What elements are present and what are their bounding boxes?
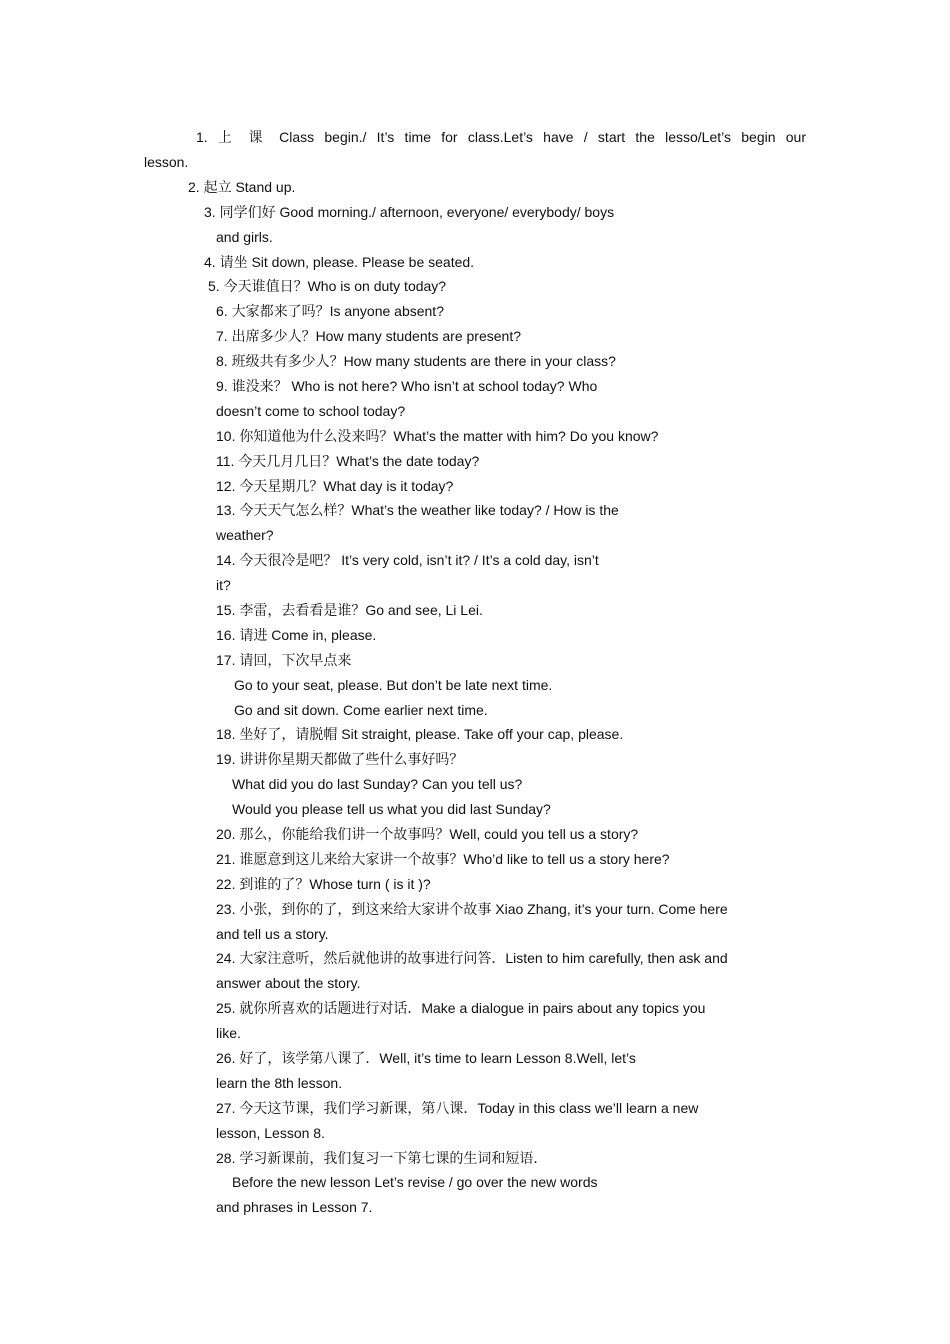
line-28-b: and phrases in Lesson 7. [216, 1199, 373, 1215]
line-14: 14. 今天很冷是吧？ It’s very cold, isn’t it? / It’s a cold day, isn’t [216, 552, 599, 568]
line-22: 22. 到谁的了？Whose turn ( is it )? [216, 876, 431, 892]
line-10: 10. 你知道他为什么没来吗？What’s the matter with him? Do you know? [216, 428, 659, 444]
line-19-b: Would you please tell us what you did last Sunday? [232, 801, 551, 817]
line-17-b: Go and sit down. Come earlier next time. [234, 702, 488, 718]
line-9: 9. 谁没来？ Who is not here? Who isn’t at school today? Who [216, 378, 598, 394]
line-14-cont: it? [216, 577, 231, 593]
line-19: 19. 讲讲你星期天都做了些什么事好吗？ [216, 751, 464, 767]
line-18: 18. 坐好了，请脱帽 Sit straight, please. Take off your cap, please. [216, 726, 624, 742]
line-5: 5. 今天谁值日？Who is on duty today? [208, 278, 447, 294]
line-1: 1. 上 课 Class begin./ It’s time for class.Let’s have / start the lesso/Let’s begin our [196, 129, 806, 145]
line-15: 15. 李雷，去看看是谁？Go and see, Li Lei. [216, 602, 483, 618]
line-20: 20. 那么，你能给我们讲一个故事吗？Well, could you tell us a story? [216, 826, 639, 842]
line-13: 13. 今天天气怎么样？What’s the weather like today? / How is the [216, 502, 619, 518]
line-1-cont: lesson. [144, 154, 189, 170]
line-26-cont: learn the 8th lesson. [216, 1075, 343, 1091]
line-25-cont: like. [216, 1025, 241, 1041]
line-16: 16. 请进 Come in, please. [216, 627, 377, 643]
line-4: 4. 请坐 Sit down, please. Please be seated. [204, 254, 475, 270]
line-6: 6. 大家都来了吗？Is anyone absent? [216, 303, 444, 319]
line-9-cont: doesn’t come to school today? [216, 403, 406, 419]
line-7: 7. 出席多少人？How many students are present? [216, 328, 522, 344]
line-25: 25. 就你所喜欢的话题进行对话．Make a dialogue in pairs about any topics you [216, 1000, 706, 1016]
line-23-cont: and tell us a story. [216, 926, 329, 942]
line-8: 8. 班级共有多少人？How many students are there in your class? [216, 353, 616, 369]
line-28: 28. 学习新课前，我们复习一下第七课的生词和短语． [216, 1150, 548, 1166]
line-26: 26. 好了，该学第八课了．Well, it’s time to learn Lesson 8.Well, let’s [216, 1050, 636, 1066]
line-27-cont: lesson, Lesson 8. [216, 1125, 325, 1141]
line-17-a: Go to your seat, please. But don’t be late next time. [234, 677, 553, 693]
line-28-a: Before the new lesson Let’s revise / go over the new words [232, 1174, 598, 1190]
line-23: 23. 小张，到你的了，到这来给大家讲个故事 Xiao Zhang, it’s your turn. Come here [216, 901, 728, 917]
line-17: 17. 请回，下次早点来 [216, 652, 352, 668]
line-27: 27. 今天这节课，我们学习新课，第八课．Today in this class we’ll learn a new [216, 1100, 699, 1116]
line-3: 3. 同学们好 Good morning./ afternoon, everyone/ everybody/ boys [204, 204, 615, 220]
line-24: 24. 大家注意听，然后就他讲的故事进行问答．Listen to him carefully, then ask and [216, 950, 728, 966]
line-12: 12. 今天星期几？What day is it today? [216, 478, 454, 494]
line-2: 2. 起立 Stand up. [188, 179, 296, 195]
line-24-cont: answer about the story. [216, 975, 361, 991]
line-19-a: What did you do last Sunday? Can you tell us? [232, 776, 523, 792]
line-11: 11. 今天几月几日？What’s the date today? [216, 453, 480, 469]
line-3-cont: and girls. [216, 229, 273, 245]
line-13-cont: weather? [216, 527, 274, 543]
line-21: 21. 谁愿意到这儿来给大家讲一个故事？Who’d like to tell us a story here? [216, 851, 670, 867]
